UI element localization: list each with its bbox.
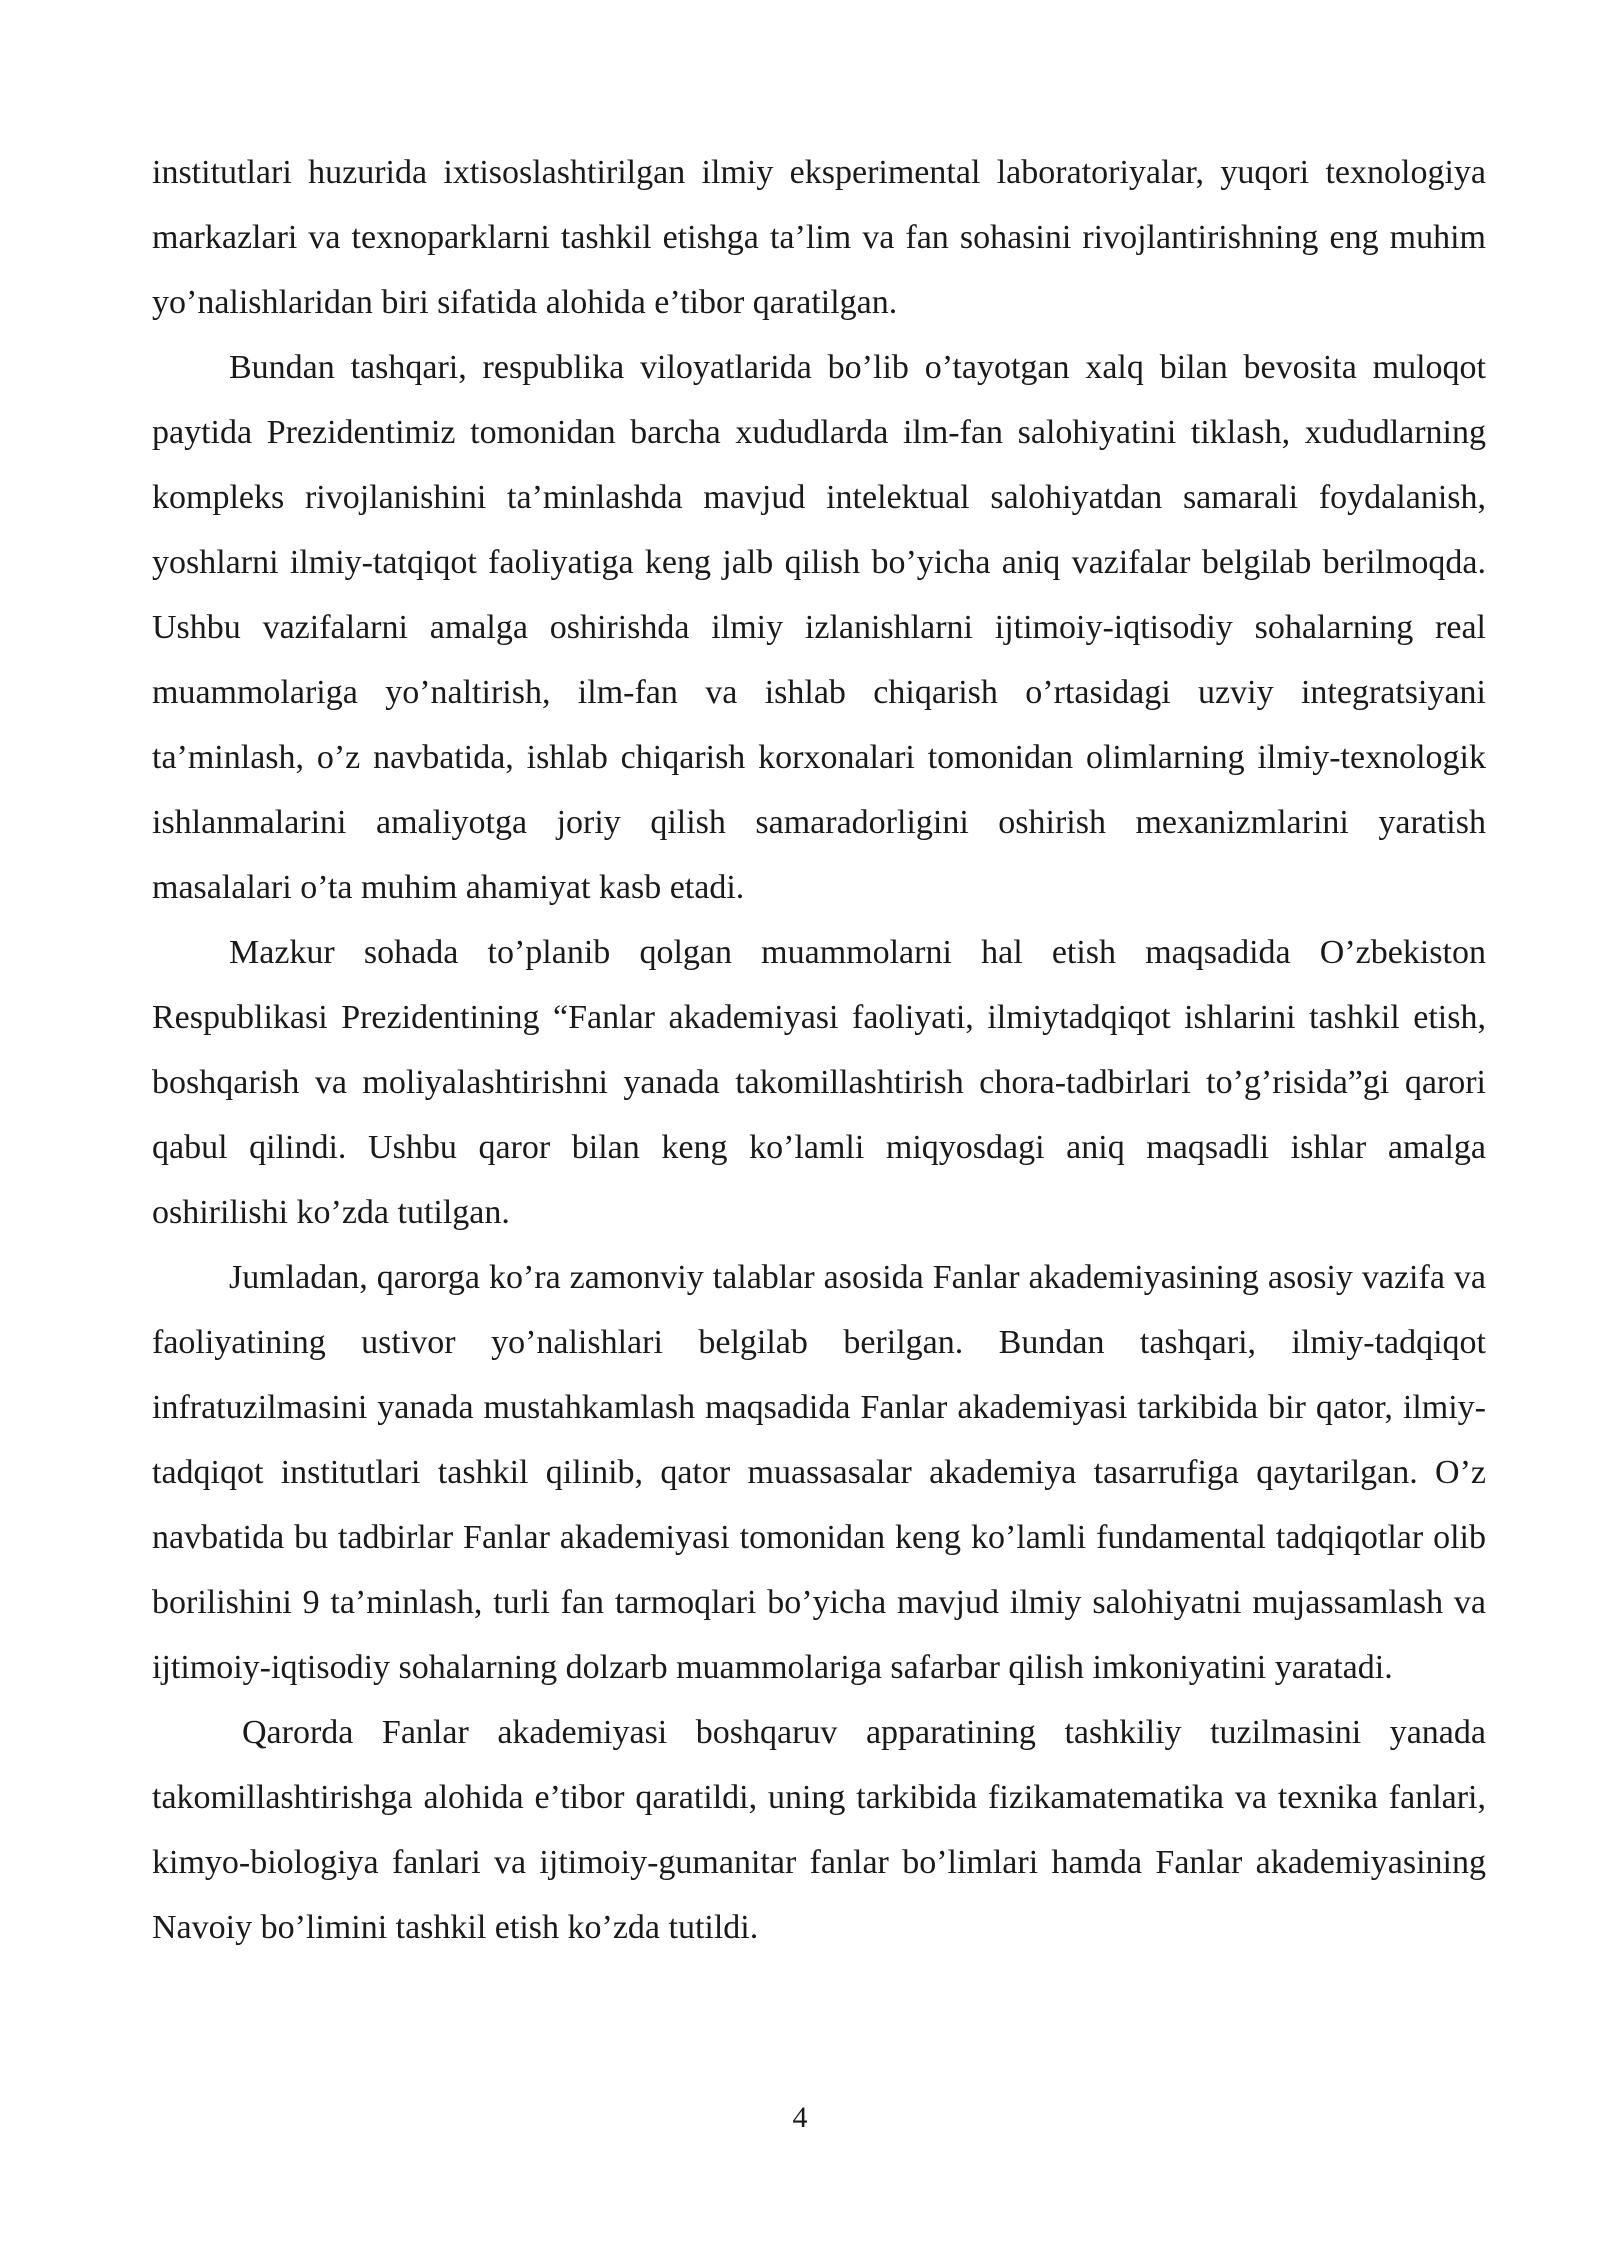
paragraph: Jumladan, qarorga ko’ra zamonviy talablar asosida Fanlar akademiyasining asosiy vazifa va faoliyatining ustivor yo’nalishlari belgilab berilgan. Bundan tashqari, ilmiy-tadqiqot infratuzilmasini yanada mustahkamlash maqsadida Fanlar akademiyasi tarkibida bir qator, ilmiy-tadqiqot institutlari tashkil qilinib, qator muassasalar akademiya tasarrufiga qaytarilgan. O’z navbatida bu tadbirlar Fanlar akademiyasi tomonidan keng ko’lamli fundamental tadqiqotlar olib borilishini 9 ta’minlash, turli fan tarmoqlari bo’yicha mavjud ilmiy salohiyatni mujassamlash va ijtimoiy-iqtisodiy sohalarning dolzarb muammolariga safarbar qilish imkoniyatini yaratadi. <box>152 1259 1486 1686</box>
paragraph: Qarorda Fanlar akademiyasi boshqaruv apparatining tashkiliy tuzilmasini yanada takomillashtirishga alohida e’tibor qaratildi, uning tarkibida fizikamatematika va texnika fanlari, kimyo-biologiya fanlari va ijtimoiy-gumanitar fanlar bo’limlari hamda Fanlar akademiyasining Navoiy bo’limini tashkil etish ko’zda tutildi. <box>152 1714 1486 1946</box>
paragraph: Mazkur sohada to’planib qolgan muammolarni hal etish maqsadida O’zbekiston Respublikasi Prezidentining “Fanlar akademiyasi faoliyati, ilmiytadqiqot ishlarini tashkil etish, boshqarish va moliyalashtirishni yanada takomillashtirish chora-tadbirlari to’g’risida”gi qarori qabul qilindi. Ushbu qaror bilan keng ko’lamli miqyosdagi aniq maqsadli ishlar amalga oshirilishi ko’zda tutilgan. <box>152 934 1486 1231</box>
paragraph: Bundan tashqari, respublika viloyatlarida bo’lib o’tayotgan xalq bilan bevosita muloqot paytida Prezidentimiz tomonidan barcha xududlarda ilm-fan salohiyatini tiklash, xududlarning kompleks rivojlanishini ta’minlashda mavjud intelektual salohiyatdan samarali foydalanish, yoshlarni ilmiy-tatqiqot faoliyatiga keng jalb qilish bo’yicha aniq vazifalar belgilab berilmoqda. Ushbu vazifalarni amalga oshirishda ilmiy izlanishlarni ijtimoiy-iqtisodiy sohalarning real muammolariga yo’naltirish, ilm-fan va ishlab chiqarish o’rtasidagi uzviy integratsiyani ta’minlash, o’z navbatida, ishlab chiqarish korxonalari tomonidan olimlarning ilmiy-texnologik ishlanmalarini amaliyotga joriy qilish samaradorligini oshirish mexanizmlarini yaratish masalalari o’ta muhim ahamiyat kasb etadi. <box>152 349 1486 906</box>
page-number: 4 <box>792 2101 808 2134</box>
paragraph-continuation: institutlari huzurida ixtisoslashtirilgan ilmiy eksperimental laboratoriyalar, yuqori texnologiya markazlari va texnoparklarni tashkil etishga ta’lim va fan sohasini rivojlantirishning eng muhim yo’nalishlaridan biri sifatida alohida e’tibor qaratilgan. <box>152 154 1486 321</box>
document-body <box>152 140 1486 1960</box>
